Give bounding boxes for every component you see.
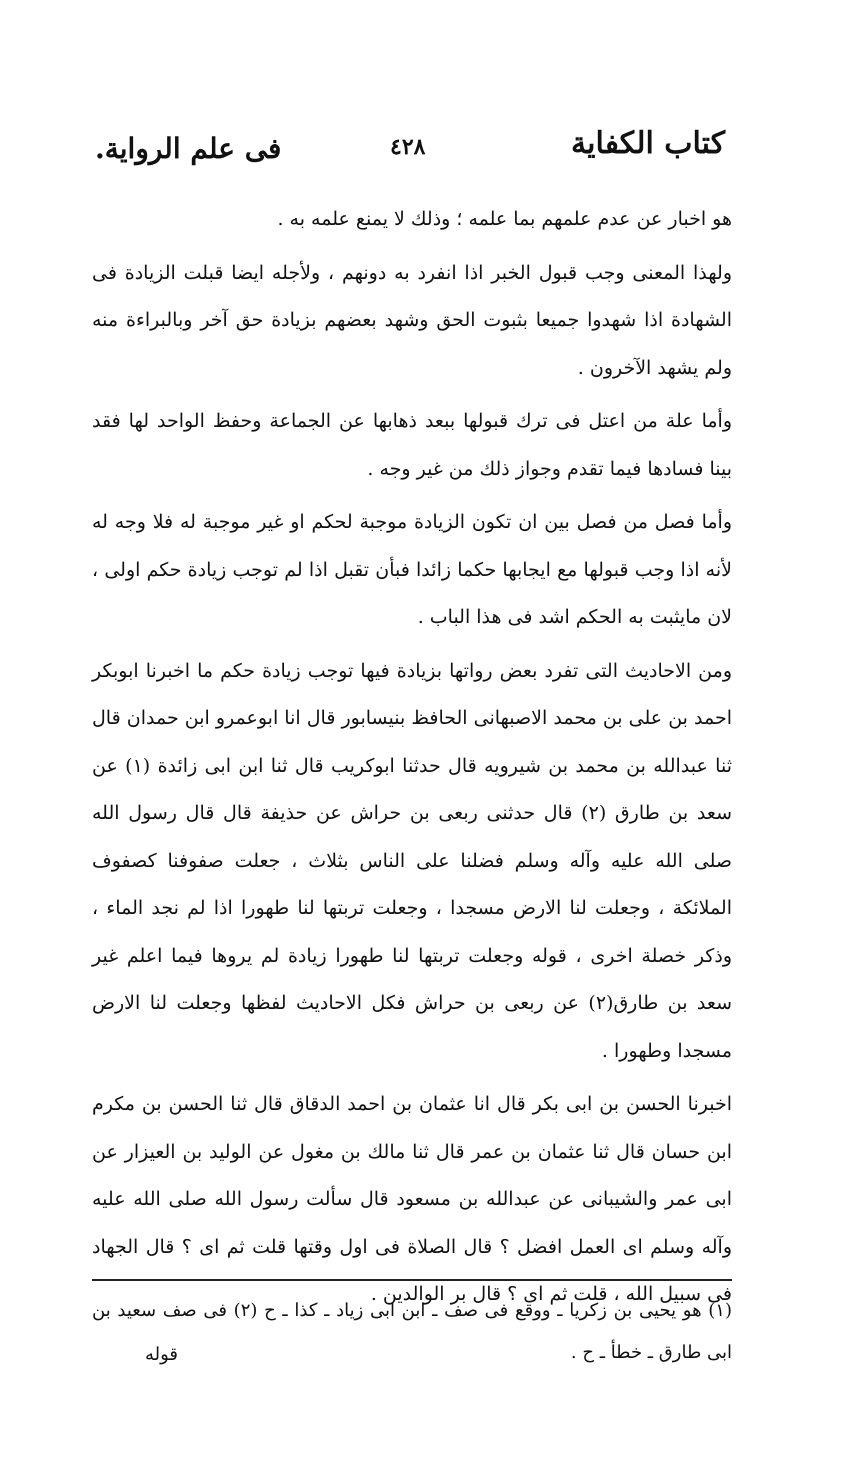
book-title: كتاب الكفاية: [571, 126, 725, 161]
page-number: ٤٢٨: [390, 134, 426, 160]
paragraph: اخبرنا الحسن بن ابى بكر قال انا عثمان بن احمد الدقاق قال ثنا الحسن بن مكرم ابن حسان قال ثنا عثمان بن عمر قال ثنا مالك بن مغول عن الوليد بن العيزار عن ابى عمر والشيبانى عن عبدالله بن مسعود قال سألت رسول الله صلى الله عليه وآله وسلم اى العمل افضل ؟ قال الصلاة فى اول وقتها قلت ثم اى ؟ قال الجهاد فى سبيل الله ، قلت ثم اى ؟ قال بر الوالدين .: [92, 1093, 732, 1305]
footnote: (١) هو يحيى بن زكريا ـ ووقع فى صف ـ ابن ابى زياد ـ كذا ـ ح (٢) فى صف سعيد بن ابى طارق ـ خطأ ـ ح .: [92, 1300, 732, 1363]
paragraph: هو اخبار عن عدم علمهم بما علمه ؛ وذلك لا يمنع علمه به .: [277, 208, 732, 230]
page-header: [95, 126, 725, 186]
paragraph: وأما فصل من فصل بين ان تكون الزيادة موجبة لحكم او غير موجبة له فلا وجه له لأنه اذا وجب قبولها مع ايجابها حكما زائدا فبأن تقبل اذا لم توجب زيادة حكم اولى ، لان مايثبت به الحكم اشد فى هذا الباب .: [92, 511, 732, 628]
paragraph: ولهذا المعنى وجب قبول الخبر اذا انفرد به دونهم ، ولأجله ايضا قبلت الزيادة فى الشهادة اذا شهدوا جميعا بثبوت الحق وشهد بعضهم بزيادة حق آخر وبالبراءة منه ولم يشهد الآخرون .: [92, 261, 732, 379]
footnote-divider: [92, 1279, 732, 1281]
paragraph: وأما علة من اعتل فى ترك قبولها ببعد ذهابها عن الجماعة وحفظ الواحد لها فقد بينا فسادها فيما تقدم وجواز ذلك من غير وجه .: [92, 410, 732, 480]
main-text: [92, 196, 732, 1319]
paragraph: ومن الاحاديث التى تفرد بعض رواتها بزيادة فيها توجب زيادة حكم ما اخبرنا ابوبكر احمد بن على بن محمد الاصبهانى الحافظ بنيسابور قال انا ابوعمرو ابن حمدان قال ثنا عبدالله بن محمد بن شيرويه قال حدثنا ابوكريب قال ثنا ابن ابى زائدة (١) عن سعد بن طارق (٢) قال حدثنى ربعى بن حراش عن حذيفة قال قال رسول الله صلى الله عليه وآله وسلم فضلنا على الناس بثلاث ، جعلت صفوفنا كصفوف الملائكة ، وجعلت لنا الارض مسجدا ، وجعلت تربتها لنا طهورا اذا لم نجد الماء ، وذكر خصلة اخرى ، قوله وجعلت تربتها لنا طهورا زيادة لم يروها فيما اعلم غير سعد بن طارق(٢) عن ربعى بن حراش فكل الاحاديث لفظها وجعلت لنا الارض مسجدا وطهورا .: [92, 659, 732, 1062]
catchword: قوله: [145, 1344, 179, 1365]
book-subtitle: فى علم الرواية.: [95, 132, 282, 165]
footnotes: [92, 1290, 732, 1374]
